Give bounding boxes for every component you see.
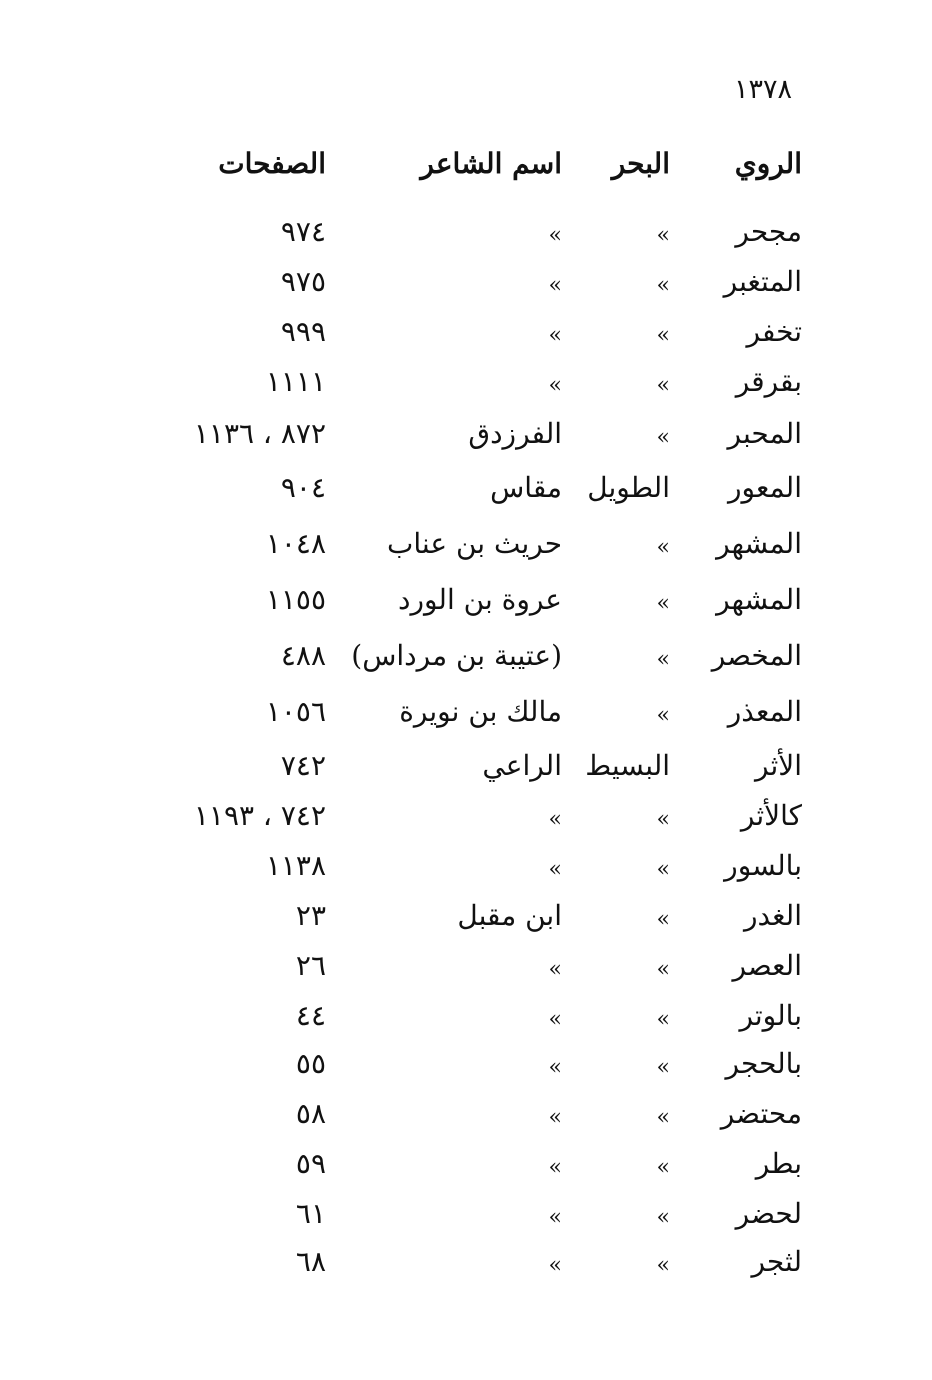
cell-poet: » [548,1007,562,1032]
cell-rawi: الأثر [755,749,802,782]
cell-poet: حريث بن عناب [387,527,562,560]
cell-pages: ٩٧٤ [280,215,326,248]
cell-pages: ٥٥ [295,1047,326,1080]
cell-bahr: » [656,323,670,348]
cell-poet: (عتيبة بن مرداس) [351,639,562,672]
cell-rawi: بطر [755,1147,802,1180]
cell-poet: » [548,373,562,398]
cell-poet: » [548,273,562,298]
cell-pages: ٤٤ [295,999,326,1032]
cell-rawi: مجحر [735,215,802,248]
cell-poet: » [548,807,562,832]
cell-bahr: » [656,1007,670,1032]
cell-poet: مقاس [490,471,562,504]
cell-poet: » [548,1105,562,1130]
cell-rawi: محتضر [720,1097,802,1130]
cell-rawi: بقرقر [735,365,802,398]
cell-pages: ٩٧٥ [280,265,326,298]
cell-pages: ١١٣٨ [265,849,326,882]
cell-pages: ٦١ [295,1197,326,1230]
cell-poet: مالك بن نويرة [399,695,562,728]
cell-pages: ٤٨٨ [280,639,326,672]
cell-rawi: العصر [732,949,802,982]
cell-poet: » [548,1205,562,1230]
cell-rawi: المعور [728,471,802,504]
cell-pages: ١١١١ [265,365,326,398]
cell-poet: الراعي [482,749,562,782]
cell-bahr: » [656,535,670,560]
cell-bahr: » [656,591,670,616]
header-rawi: الروي [734,147,802,180]
cell-bahr: » [656,373,670,398]
cell-poet: عروة بن الورد [397,583,562,616]
cell-rawi: المشهر [716,527,802,560]
cell-pages: ١٠٥٦ [265,695,326,728]
cell-rawi: المعذر [727,695,802,728]
cell-poet: » [548,1253,562,1278]
cell-pages: ٩٠٤ [280,471,326,504]
cell-bahr: » [656,223,670,248]
cell-poet: » [548,857,562,882]
cell-rawi: بالوتر [739,999,802,1032]
cell-bahr: » [656,807,670,832]
cell-bahr: » [656,1055,670,1080]
cell-poet: » [548,1155,562,1180]
cell-pages: ٩٩٩ [280,315,326,348]
header-poet: اسم الشاعر [420,147,562,180]
cell-pages: ٢٣ [295,899,326,932]
cell-pages: ٥٨ [295,1097,326,1130]
page-number: ١٣٧٨ [733,74,792,105]
cell-bahr: » [656,857,670,882]
cell-pages: ١٠٤٨ [265,527,326,560]
cell-rawi: بالسور [724,849,802,882]
cell-pages: ٨٧٢ ، ١١٣٦ [193,417,326,450]
cell-bahr: » [656,425,670,450]
cell-rawi: المتغبر [723,265,802,298]
cell-poet: الفرزدق [468,417,562,450]
cell-bahr: الطويل [587,471,670,504]
cell-rawi: المخصر [711,639,802,672]
cell-bahr: » [656,647,670,672]
cell-pages: ٢٦ [295,949,326,982]
cell-pages: ١١٥٥ [265,583,326,616]
header-bahr: البحر [611,147,670,180]
cell-bahr: » [656,907,670,932]
cell-bahr: » [656,957,670,982]
cell-rawi: المحبر [727,417,802,450]
cell-poet: » [548,223,562,248]
cell-rawi: تخفر [746,315,802,348]
cell-rawi: لثجر [751,1245,802,1278]
cell-pages: ٥٩ [295,1147,326,1180]
cell-poet: » [548,1055,562,1080]
cell-poet: » [548,957,562,982]
cell-bahr: » [656,1205,670,1230]
cell-bahr: » [656,703,670,728]
cell-poet: ابن مقبل [457,899,562,932]
header-pages: الصفحات [218,147,326,180]
cell-bahr: » [656,273,670,298]
cell-pages: ٧٤٢ ، ١١٩٣ [193,799,326,832]
cell-poet: » [548,323,562,348]
cell-rawi: الغدر [743,899,802,932]
cell-rawi: كالأثر [740,799,802,832]
cell-bahr: » [656,1253,670,1278]
cell-rawi: المشهر [716,583,802,616]
cell-bahr: » [656,1155,670,1180]
cell-bahr: البسيط [585,749,670,782]
cell-bahr: » [656,1105,670,1130]
cell-pages: ٦٨ [295,1245,326,1278]
cell-pages: ٧٤٢ [280,749,326,782]
cell-rawi: لحضر [735,1197,802,1230]
cell-rawi: بالحجر [725,1047,802,1080]
